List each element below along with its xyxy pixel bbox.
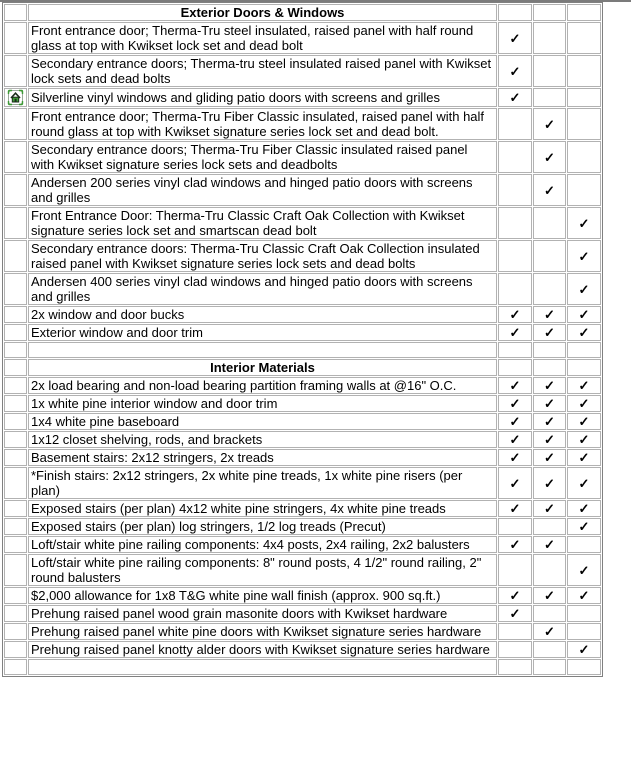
table-row [4,377,601,394]
check-cell-col1 [498,395,532,412]
icon-cell [4,395,27,412]
check-cell-col3 [567,605,601,622]
icon-cell [4,554,27,586]
check-cell-col2 [533,587,566,604]
table-row [4,108,601,140]
check-cell-col1 [498,324,532,341]
check-cell-col2 [533,174,566,206]
check-cell-col3 [567,623,601,640]
section-title: Interior Materials [28,359,497,376]
checkmark-icon: ✓ [544,182,555,198]
icon-cell [4,4,27,21]
table-row [4,467,601,499]
check-cell-col1 [498,587,532,604]
check-cell-col3 [567,88,601,107]
check-cell-col2 [533,4,566,21]
check-cell-col1 [498,413,532,430]
checkmark-icon: ✓ [578,501,590,516]
check-cell-col1 [498,623,532,640]
icon-cell [4,587,27,604]
check-cell-col2 [533,342,566,358]
check-cell-col1 [498,518,532,535]
check-cell-col1 [498,500,532,517]
table-row [4,324,601,341]
table-row [4,306,601,323]
check-cell-col3 [567,4,601,21]
item-description: Prehung raised panel wood grain masonite doors with Kwikset hardware [28,605,497,622]
item-description: Exterior window and door trim [28,324,497,341]
checkmark-icon: ✓ [578,248,590,264]
icon-cell [4,22,27,54]
checkmark-icon: ✓ [509,501,521,516]
check-cell-col3 [567,413,601,430]
check-cell-col2 [533,554,566,586]
section-title: Exterior Doors & Windows [28,4,497,21]
check-cell-col2 [533,449,566,466]
checkmark-icon: ✓ [509,63,521,79]
checkmark-icon: ✓ [578,307,590,322]
check-cell-col1 [498,22,532,54]
icon-cell [4,174,27,206]
checkmark-icon: ✓ [509,378,521,393]
table-row [4,536,601,553]
section-header-row [4,359,601,376]
check-cell-col3 [567,306,601,323]
checkmark-icon: ✓ [544,414,555,429]
desc-cell [28,659,497,675]
check-cell-col3 [567,141,601,173]
check-cell-col1 [498,240,532,272]
check-cell-col2 [533,108,566,140]
checkmark-icon: ✓ [544,537,555,552]
checkmark-icon: ✓ [544,307,555,322]
checkmark-icon: ✓ [544,588,555,603]
checkmark-icon: ✓ [509,450,521,465]
check-cell-col3 [567,395,601,412]
item-description: Prehung raised panel white pine doors with Kwikset signature series hardware [28,623,497,640]
check-cell-col3 [567,342,601,358]
icon-cell [4,141,27,173]
check-cell-col2 [533,623,566,640]
item-description: Andersen 200 series vinyl clad windows and hinged patio doors with screens and grilles [28,174,497,206]
checkmark-icon: ✓ [544,501,555,516]
check-cell-col3 [567,518,601,535]
checkmark-icon: ✓ [544,325,555,340]
check-cell-col3 [567,641,601,658]
icon-cell [4,88,27,107]
check-cell-col2 [533,536,566,553]
table-row [4,500,601,517]
checkmark-icon: ✓ [578,325,590,340]
spacer-row-between-sections [4,342,601,358]
checkmark-icon: ✓ [544,475,555,491]
checkmark-icon: ✓ [578,378,590,393]
checkmark-icon: ✓ [578,642,590,657]
check-cell-col1 [498,467,532,499]
check-cell-col2 [533,324,566,341]
item-description: 1x4 white pine baseboard [28,413,497,430]
spec-comparison-table [2,2,603,677]
table-row [4,641,601,658]
check-cell-col1 [498,554,532,586]
item-description: Loft/stair white pine railing components: 4x4 posts, 2x4 railing, 2x2 balusters [28,536,497,553]
check-cell-col2 [533,500,566,517]
icon-cell [4,500,27,517]
checkmark-icon: ✓ [578,450,590,465]
check-cell-col3 [567,431,601,448]
check-cell-col1 [498,431,532,448]
table-row [4,395,601,412]
icon-cell [4,431,27,448]
table-row [4,554,601,586]
checkmark-icon: ✓ [544,432,555,447]
checkmark-icon: ✓ [578,414,590,429]
icon-cell [4,449,27,466]
icon-cell [4,240,27,272]
item-description: Exposed stairs (per plan) 4x12 white pine stringers, 4x white pine treads [28,500,497,517]
item-description: Basement stairs: 2x12 stringers, 2x treads [28,449,497,466]
icon-cell [4,377,27,394]
check-cell-col1 [498,4,532,21]
check-cell-col1 [498,605,532,622]
table-row [4,174,601,206]
check-cell-col2 [533,207,566,239]
check-cell-col3 [567,449,601,466]
item-description: Secondary entrance doors: Therma-Tru Classic Craft Oak Collection insulated raised panel with Kwikset signature series lock sets and dead bolts [28,240,497,272]
check-cell-col2 [533,55,566,87]
table-row [4,22,601,54]
checkmark-icon: ✓ [509,30,521,46]
check-cell-col1 [498,273,532,305]
check-cell-col1 [498,342,532,358]
item-description: 1x white pine interior window and door trim [28,395,497,412]
icon-cell [4,359,27,376]
table-row [4,240,601,272]
item-description: Secondary entrance doors; Therma-tru steel insulated raised panel with Kwikset lock sets and dead bolts [28,55,497,87]
item-description: Andersen 400 series vinyl clad windows and hinged patio doors with screens and grilles [28,273,497,305]
check-cell-col3 [567,55,601,87]
check-cell-col1 [498,141,532,173]
check-cell-col2 [533,273,566,305]
checkmark-icon: ✓ [578,588,590,603]
checkmark-icon: ✓ [509,414,521,429]
item-description: 2x load bearing and non-load bearing partition framing walls at @16" O.C. [28,377,497,394]
checkmark-icon: ✓ [509,606,521,621]
check-cell-col2 [533,377,566,394]
check-cell-col3 [567,108,601,140]
checkmark-icon: ✓ [509,396,521,411]
checkmark-icon: ✓ [578,475,590,491]
icon-cell [4,413,27,430]
check-cell-col2 [533,467,566,499]
item-description: *Finish stairs: 2x12 stringers, 2x white pine treads, 1x white pine risers (per plan) [28,467,497,499]
checkmark-icon: ✓ [544,149,555,165]
check-cell-col3 [567,359,601,376]
check-cell-col2 [533,431,566,448]
check-cell-col1 [498,108,532,140]
check-cell-col1 [498,359,532,376]
check-cell-col3 [567,536,601,553]
table-row [4,587,601,604]
item-description: Prehung raised panel knotty alder doors with Kwikset signature series hardware [28,641,497,658]
table-row [4,207,601,239]
checkmark-icon: ✓ [509,307,521,322]
icon-cell [4,207,27,239]
item-description: 2x window and door bucks [28,306,497,323]
table-row [4,413,601,430]
check-cell-col1 [498,449,532,466]
check-cell-col1 [498,641,532,658]
checkmark-icon: ✓ [578,562,590,578]
table-row [4,605,601,622]
check-cell-col2 [533,641,566,658]
checkmark-icon: ✓ [544,624,555,639]
icon-cell [4,306,27,323]
check-cell-col3 [567,240,601,272]
checkmark-icon: ✓ [544,378,555,393]
check-cell-col1 [498,55,532,87]
checkmark-icon: ✓ [509,90,521,105]
check-cell-col3 [567,587,601,604]
checkmark-icon: ✓ [509,537,521,552]
check-cell-col3 [567,554,601,586]
check-cell-col3 [567,377,601,394]
checkmark-icon: ✓ [544,116,555,132]
item-description: Secondary entrance doors; Therma-Tru Fiber Classic insulated raised panel with Kwikset signature series lock sets and deadbolts [28,141,497,173]
house-thumbnail-icon[interactable] [7,89,24,106]
check-cell-col1 [498,377,532,394]
checkmark-icon: ✓ [578,519,590,534]
check-cell-col3 [567,467,601,499]
item-description: Front entrance door; Therma-Tru steel insulated, raised panel with half round glass at top with Kwikset lock set and dead bolt [28,22,497,54]
item-description: Front Entrance Door: Therma-Tru Classic Craft Oak Collection with Kwikset signature series lock set and smartscan dead bolt [28,207,497,239]
checkmark-icon: ✓ [509,588,521,603]
table-row [4,55,601,87]
check-cell-col2 [533,413,566,430]
check-cell-col1 [498,306,532,323]
spacer-row-bottom [4,659,601,675]
item-description: Front entrance door; Therma-Tru Fiber Classic insulated, raised panel with half round glass at top with Kwikset signature series lock set and dead bolt. [28,108,497,140]
table-row [4,449,601,466]
icon-cell [4,467,27,499]
check-cell-col2 [533,22,566,54]
check-cell-col2 [533,359,566,376]
check-cell-col1 [498,174,532,206]
check-cell-col1 [498,536,532,553]
check-cell-col2 [533,88,566,107]
table-row [4,273,601,305]
check-cell-col2 [533,240,566,272]
icon-cell [4,55,27,87]
desc-cell [28,342,497,358]
checkmark-icon: ✓ [578,215,590,231]
icon-cell [4,659,27,675]
icon-cell [4,641,27,658]
check-cell-col3 [567,659,601,675]
check-cell-col3 [567,207,601,239]
item-description: Silverline vinyl windows and gliding patio doors with screens and grilles [28,88,497,107]
table-row [4,623,601,640]
check-cell-col2 [533,518,566,535]
icon-cell [4,518,27,535]
table-row [4,141,601,173]
check-cell-col2 [533,659,566,675]
item-description: $2,000 allowance for 1x8 T&G white pine wall finish (approx. 900 sq.ft.) [28,587,497,604]
table-row [4,518,601,535]
checkmark-icon: ✓ [509,432,521,447]
check-cell-col2 [533,141,566,173]
table-row [4,88,601,107]
check-cell-col2 [533,395,566,412]
icon-cell [4,623,27,640]
checkmark-icon: ✓ [578,281,590,297]
icon-cell [4,536,27,553]
item-description: 1x12 closet shelving, rods, and brackets [28,431,497,448]
checkmark-icon: ✓ [578,396,590,411]
check-cell-col3 [567,273,601,305]
icon-cell [4,273,27,305]
check-cell-col1 [498,88,532,107]
checkmark-icon: ✓ [509,325,521,340]
icon-cell [4,324,27,341]
table-row [4,431,601,448]
check-cell-col2 [533,605,566,622]
check-cell-col1 [498,207,532,239]
checkmark-icon: ✓ [544,396,555,411]
check-cell-col3 [567,174,601,206]
icon-cell [4,108,27,140]
checkmark-icon: ✓ [544,450,555,465]
check-cell-col2 [533,306,566,323]
icon-cell [4,342,27,358]
check-cell-col3 [567,324,601,341]
checkmark-icon: ✓ [578,432,590,447]
icon-cell [4,605,27,622]
checkmark-icon: ✓ [509,475,521,491]
check-cell-col3 [567,22,601,54]
check-cell-col3 [567,500,601,517]
section-header-row [4,4,601,21]
check-cell-col1 [498,659,532,675]
item-description: Exposed stairs (per plan) log stringers, 1/2 log treads (Precut) [28,518,497,535]
item-description: Loft/stair white pine railing components: 8" round posts, 4 1/2" round railing, 2" round balusters [28,554,497,586]
